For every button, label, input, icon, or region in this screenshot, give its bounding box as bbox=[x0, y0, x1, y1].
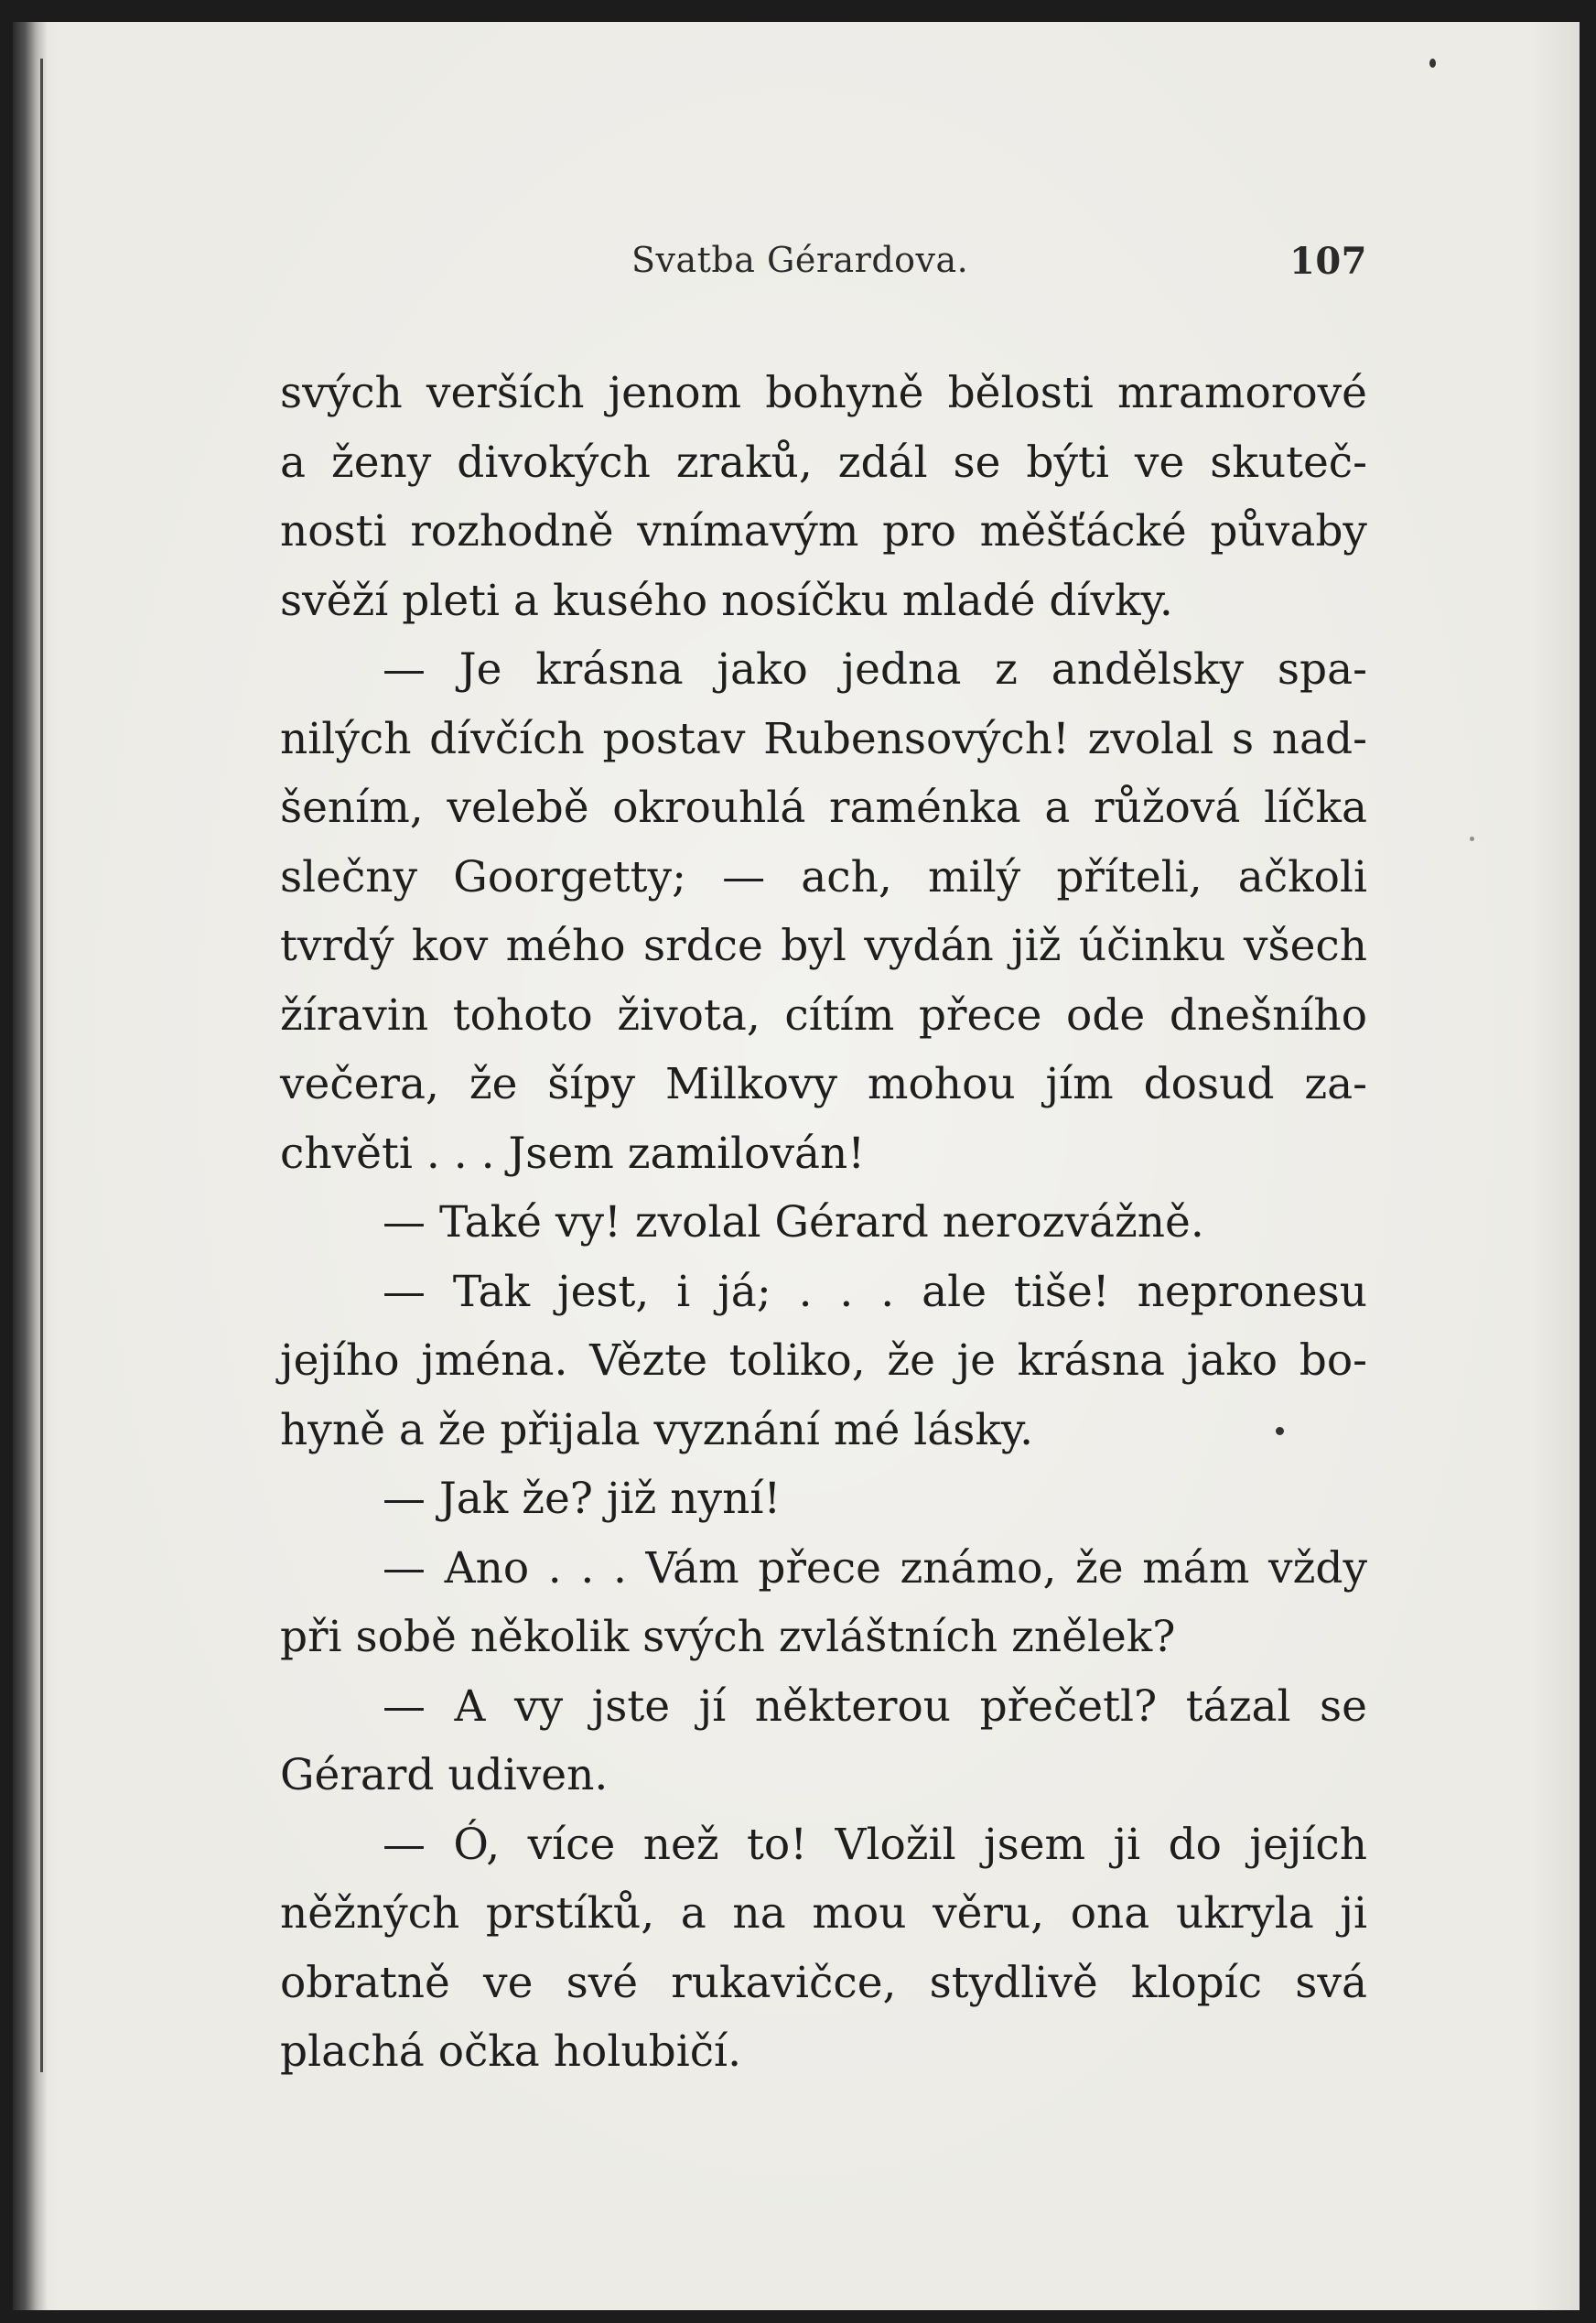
text-line: večera, že šípy Milkovy mohou jím dosud za- bbox=[280, 1059, 1367, 1109]
page-number: 107 bbox=[1289, 240, 1367, 283]
text-line: jejího jména. Vězte toliko, že je krásna jako bo- bbox=[280, 1335, 1367, 1386]
book-page bbox=[13, 22, 1580, 2310]
text-line: něžných prstíků, a na mou věru, ona ukryla ji bbox=[280, 1888, 1367, 1939]
text-line: žíravin tohoto života, cítím přece ode dnešního bbox=[280, 989, 1367, 1041]
text-line: — Ó, více než to! Vložil jsem ji do jejích bbox=[383, 1819, 1367, 1870]
text-line: — Ano . . . Vám přece známo, že mám vždy bbox=[383, 1542, 1367, 1594]
text-line: chvěti . . . Jsem zamilován! bbox=[280, 1128, 866, 1179]
text-line: — Je krásna jako jedna z andělsky spa- bbox=[383, 644, 1367, 695]
text-line: svých verších jenom bohyně bělosti mramorové bbox=[280, 368, 1367, 418]
running-head bbox=[269, 240, 1367, 295]
text-line: slečny Goorgetty; — ach, milý příteli, ačkoli bbox=[280, 851, 1367, 902]
text-line: Gérard udiven. bbox=[280, 1750, 609, 1800]
text-body bbox=[280, 359, 1367, 2087]
text-line: šením, velebě okrouhlá raménka a růžová líčka bbox=[280, 783, 1367, 833]
text-line: tvrdý kov mého srdce byl vydán již účinku všech bbox=[280, 921, 1367, 971]
text-line: při sobě několik svých zvláštních znělek? bbox=[280, 1612, 1176, 1662]
text-line: svěží pleti a kusého nosíčku mladé dívky. bbox=[280, 575, 1173, 626]
text-line: — Také vy! zvolal Gérard nerozvážně. bbox=[383, 1197, 1204, 1248]
text-line: nosti rozhodně vnímavým pro měšťácké půvaby bbox=[280, 506, 1367, 556]
text-line: — Jak že? již nyní! bbox=[383, 1474, 782, 1524]
text-line: plachá očka holubičí. bbox=[280, 2026, 742, 2077]
page-edge-line bbox=[40, 59, 43, 2072]
ink-speck bbox=[1470, 837, 1474, 841]
text-line: — A vy jste jí některou přečetl? tázal se bbox=[383, 1680, 1367, 1732]
text-line: hyně a že přijala vyznání mé lásky. bbox=[280, 1404, 1034, 1455]
text-line: a ženy divokých zraků, zdál se býti ve skuteč- bbox=[280, 437, 1367, 488]
text-line: obratně ve své rukavičce, stydlivě klopíc svá bbox=[280, 1957, 1367, 2008]
running-title: Svatba Gérardova. bbox=[631, 240, 969, 280]
text-line: nilých dívčích postav Rubensových! zvolal s nad- bbox=[280, 713, 1367, 764]
text-line: — Tak jest, i já; . . . ale tiše! nepronesu bbox=[383, 1266, 1367, 1317]
ink-speck bbox=[1429, 59, 1436, 68]
